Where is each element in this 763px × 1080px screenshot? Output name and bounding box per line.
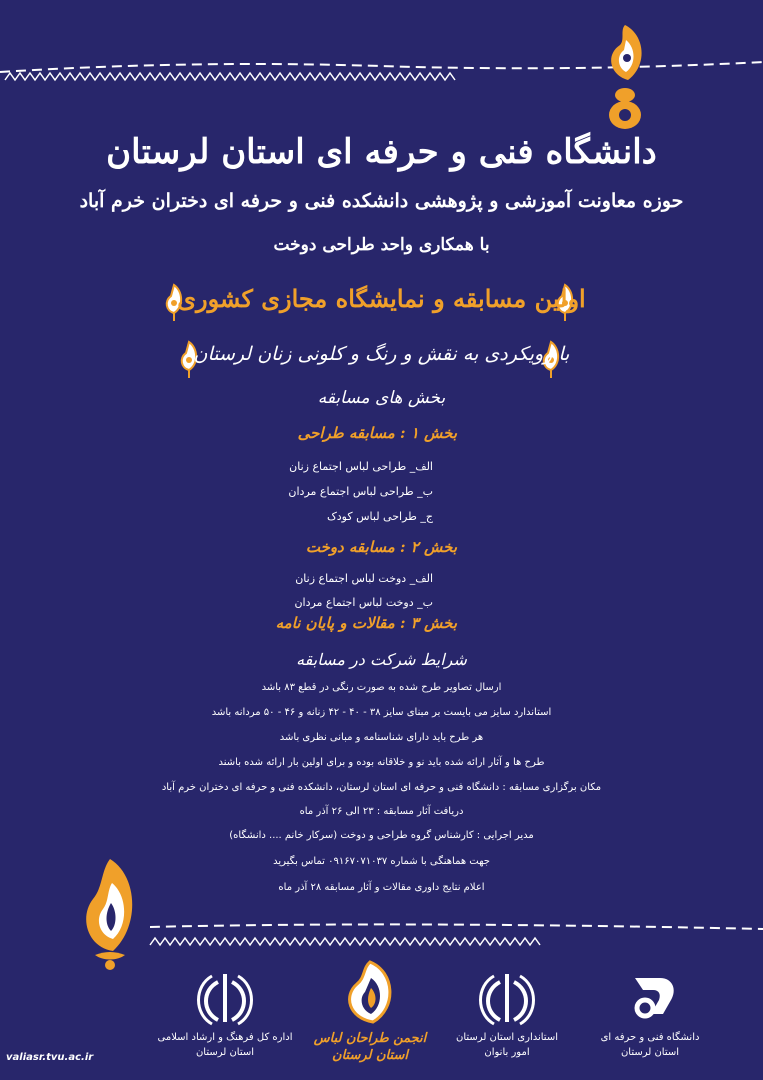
- university-title: دانشگاه فنی و حرفه ای استان لرستان: [106, 132, 657, 172]
- list-item: ب_ طراحی لباس اجتماع مردان: [288, 485, 433, 498]
- condition-line: اعلام نتایج داوری مقالات و آثار مسابقه ۲۸ آذر ماه: [278, 882, 485, 893]
- condition-line: استاندارد سایز می بایست بر مبنای سایز ۳۸ - ۴۰ - ۴۲ زنانه و ۴۶ - ۵۰ مردانه باشد: [211, 707, 552, 718]
- competition-title: اولین مسابقه و نمایشگاه مجازی کشوری: [177, 284, 586, 313]
- condition-line: هر طرح باید دارای شناسنامه و مبانی نظری باشد: [279, 732, 484, 743]
- condition-line: مکان برگزاری مسابقه : دانشگاه فنی و حرفه ای استان لرستان، دانشکده فنی و حرفه ای دختران خرم آباد: [161, 782, 602, 793]
- competition-theme: با رویکردی به نقش و رنگ و کلونی زنان لرستان: [193, 343, 570, 365]
- university-logo-icon: [605, 968, 695, 1028]
- conditions-heading: شرایط شرکت در مسابقه: [296, 650, 467, 669]
- list-item: الف_ دوخت لباس اجتماع زنان: [295, 572, 433, 585]
- subtitle-department: حوزه معاونت آموزشی و پژوهشی دانشکده فنی و حرفه ای دختران خرم آباد: [79, 190, 684, 212]
- condition-line: مدیر اجرایی : کارشناس گروه طراحی و دوخت (سرکار خانم .... دانشگاه): [229, 830, 534, 841]
- condition-line: طرح ها و آثار ارائه شده باید نو و خلاقانه بوده و برای اولین بار ارائه شده باشند: [218, 757, 545, 768]
- list-item: ب_ دوخت لباس اجتماع مردان: [294, 596, 433, 609]
- section-2-title: بخش ۲ : مسابقه دوخت: [305, 538, 457, 556]
- footer-url: valiasr.tvu.ac.ir: [6, 1052, 94, 1063]
- sections-heading: بخش های مسابقه: [317, 388, 446, 408]
- list-item: ج_ طراحی لباس کودک: [326, 510, 433, 523]
- logo-label-culture-office: اداره کل فرهنگ و ارشاد اسلامی استان لرستان: [157, 1032, 293, 1058]
- iran-emblem-icon: [180, 968, 270, 1028]
- iran-emblem-icon: [462, 968, 552, 1028]
- logo-label-governorate: استانداری استان لرستان امور بانوان: [456, 1032, 558, 1058]
- paisley-emblem-icon: [325, 958, 415, 1030]
- paisley-top-icon: [600, 20, 650, 140]
- condition-line: جهت هماهنگی با شماره ۰۹۱۶۷۰۷۱۰۳۷ تماس بگیرید: [273, 856, 490, 867]
- section-1-title: بخش ۱ : مسابقه طراحی: [297, 424, 457, 442]
- logo-label-university: دانشگاه فنی و حرفه ای استان لرستان: [600, 1032, 700, 1058]
- subtitle-collaboration: با همکاری واحد طراحی دوخت: [273, 235, 490, 255]
- condition-line: دریافت آثار مسابقه : ۲۳ الی ۲۶ آذر ماه: [299, 806, 464, 817]
- condition-line: ارسال تصاویر طرح شده به صورت رنگی در قطع ۸۳ باشد: [261, 682, 502, 693]
- bottom-stitch-border: [0, 915, 763, 955]
- section-3-title: بخش ۳ : مقالات و پایان نامه: [275, 614, 457, 632]
- list-item: الف_ طراحی لباس اجتماع زنان: [289, 460, 433, 473]
- logo-label-designers-association: انجمن طراحان لباس استان لرستان: [313, 1031, 427, 1063]
